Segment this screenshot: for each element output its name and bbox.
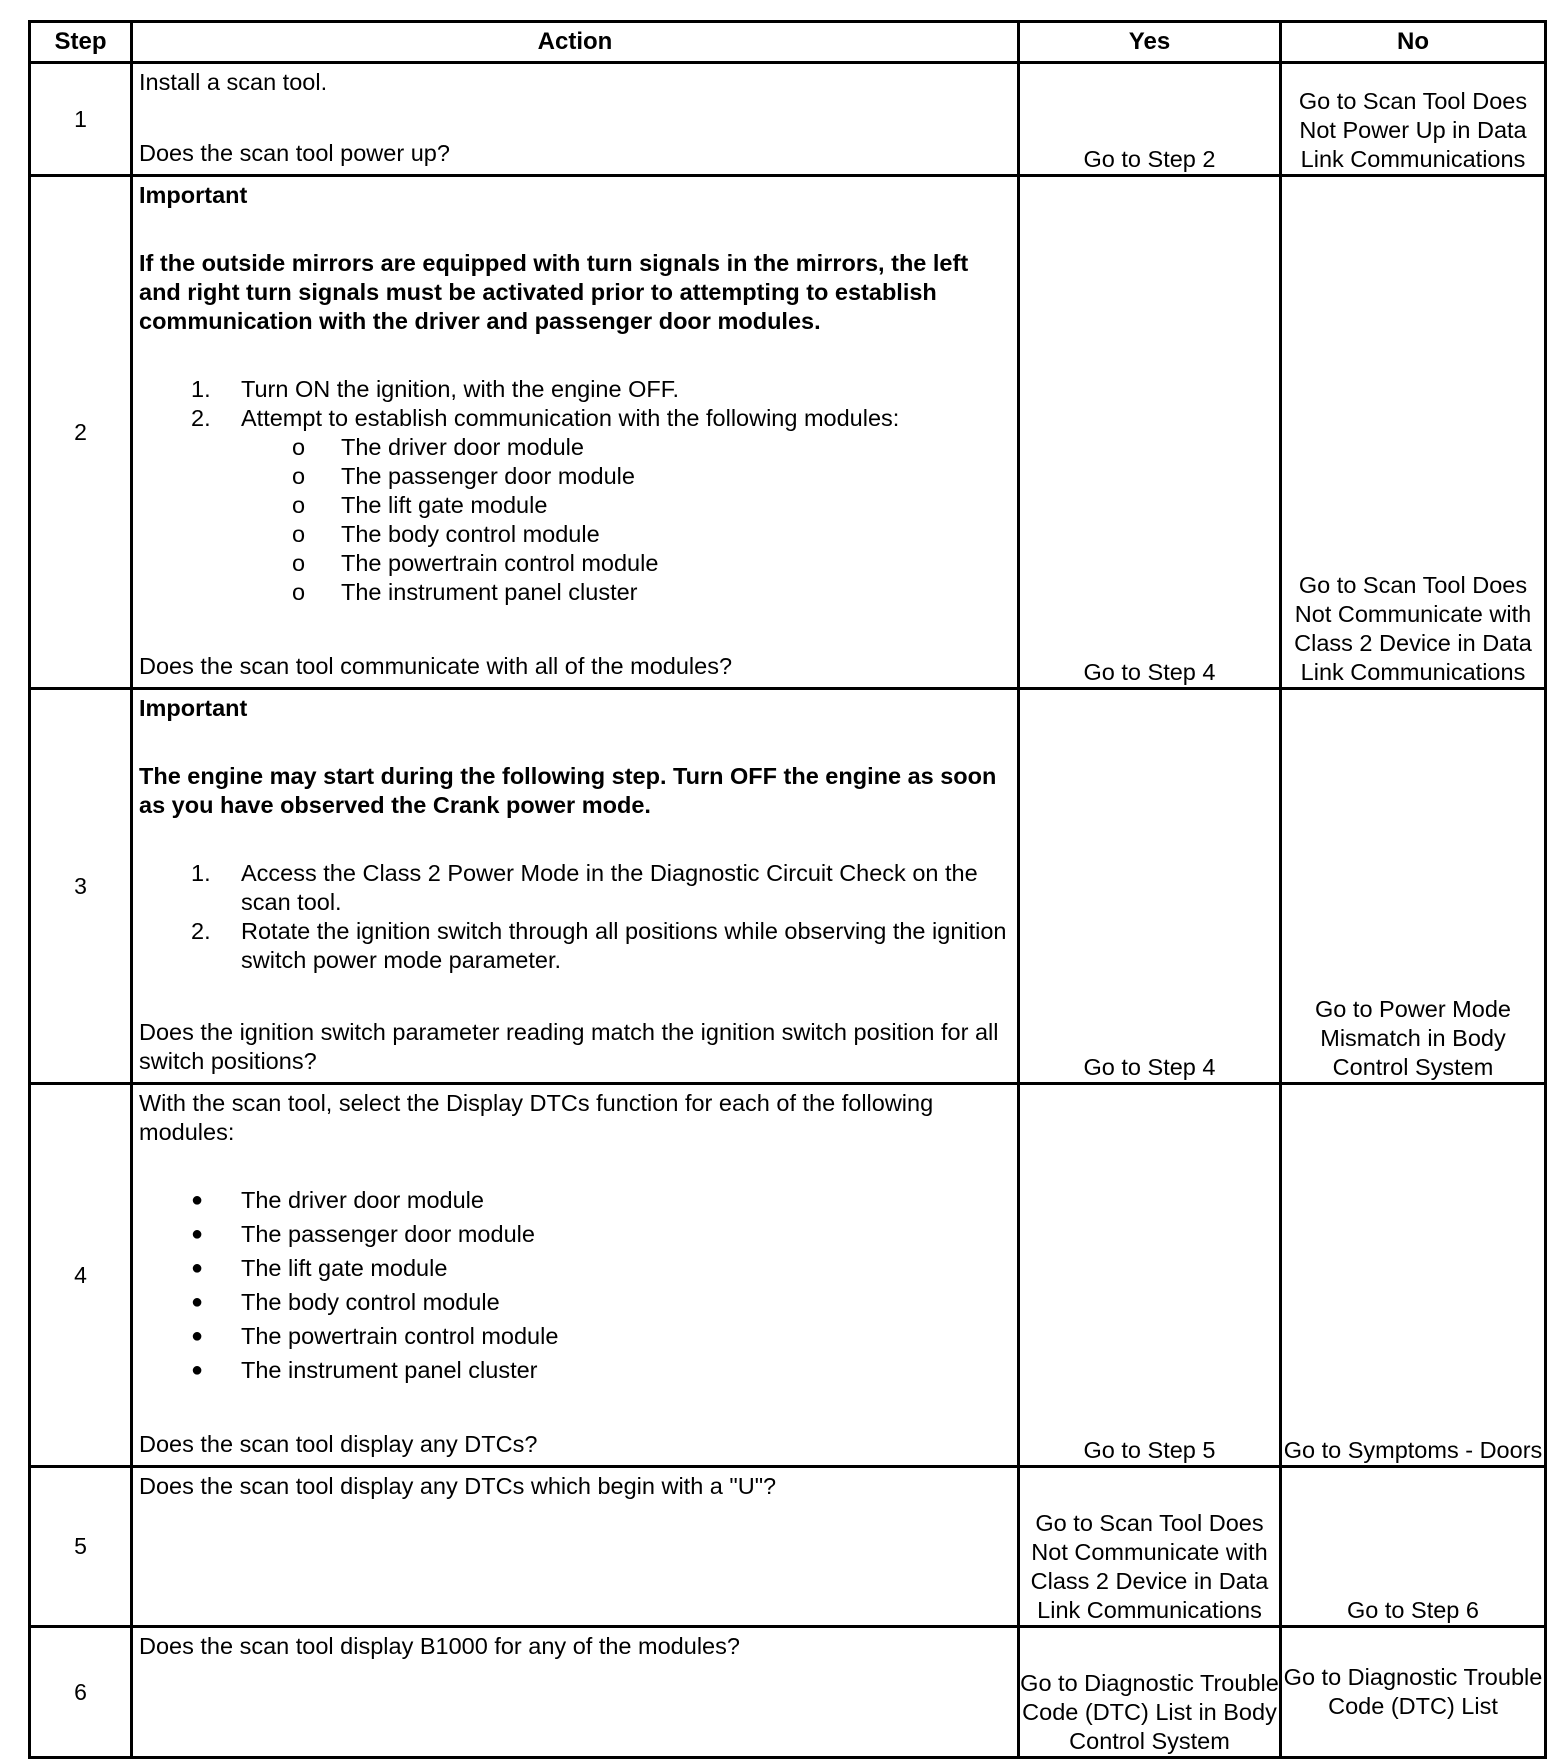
yes-result: Go to Scan Tool Does Not Communicate with Class 2 Device in Data Link Communications <box>1019 1467 1281 1627</box>
no-result: Go to Diagnostic Trouble Code (DTC) List <box>1281 1627 1546 1758</box>
action-cell <box>132 1084 1019 1467</box>
list-item: ● The instrument panel cluster <box>191 1357 538 1383</box>
module-list <box>139 1183 1009 1387</box>
table-row-step-5 <box>30 1467 1546 1627</box>
step-number: 4 <box>30 1084 132 1467</box>
action-question: Does the scan tool display B1000 for any of the modules? <box>139 1633 740 1659</box>
step-number: 6 <box>30 1627 132 1758</box>
action-question: Does the scan tool display any DTCs which begin with a "U"? <box>139 1473 777 1499</box>
list-item: o The instrument panel cluster <box>292 579 638 605</box>
module-sublist <box>139 433 1009 607</box>
action-intro: With the scan tool, select the Display DTCs function for each of the following modules: <box>139 1090 934 1145</box>
list-item: o The powertrain control module <box>292 550 659 576</box>
action-question: Does the scan tool communicate with all of the modules? <box>139 653 733 679</box>
table-row-step-2 <box>30 176 1546 689</box>
numbered-steps <box>139 859 1009 975</box>
yes-result: Go to Diagnostic Trouble Code (DTC) List in Body Control System <box>1019 1627 1281 1758</box>
action-cell <box>132 1627 1019 1758</box>
action-cell <box>132 689 1019 1084</box>
step-number: 2 <box>30 176 132 689</box>
header-no: No <box>1281 22 1546 63</box>
important-text: The engine may start during the following step. Turn OFF the engine as soon as you have observed the Crank power mode. <box>139 763 997 818</box>
action-question: Does the scan tool display any DTCs? <box>139 1431 538 1457</box>
diagnostic-table <box>28 20 1547 1759</box>
header-action: Action <box>132 22 1019 63</box>
important-text: If the outside mirrors are equipped with turn signals in the mirrors, the left and right turn signals must be activated prior to attempting to establish communication with the driver and passenger door modules. <box>139 250 969 334</box>
list-item: 1. Access the Class 2 Power Mode in the Diagnostic Circuit Check on the scan tool. <box>191 860 978 915</box>
action-question: Does the scan tool power up? <box>139 140 450 166</box>
header-row <box>30 22 1546 63</box>
no-result: Go to Scan Tool Does Not Communicate with Class 2 Device in Data Link Communications <box>1281 176 1546 689</box>
important-label: Important <box>139 695 248 721</box>
step-number: 1 <box>30 63 132 176</box>
list-item: o The lift gate module <box>292 492 548 518</box>
action-cell <box>132 1467 1019 1627</box>
action-intro: Install a scan tool. <box>139 69 328 95</box>
no-result: Go to Power Mode Mismatch in Body Control System <box>1281 689 1546 1084</box>
yes-result: Go to Step 5 <box>1019 1084 1281 1467</box>
action-cell <box>132 63 1019 176</box>
list-item: ● The lift gate module <box>191 1255 448 1281</box>
header-yes: Yes <box>1019 22 1281 63</box>
step-number: 3 <box>30 689 132 1084</box>
table-row-step-4 <box>30 1084 1546 1467</box>
important-label: Important <box>139 182 248 208</box>
no-result: Go to Scan Tool Does Not Power Up in Data Link Communications <box>1281 63 1546 176</box>
list-item: o The passenger door module <box>292 463 635 489</box>
list-item: ● The powertrain control module <box>191 1323 559 1349</box>
yes-result: Go to Step 4 <box>1019 176 1281 689</box>
list-item: 2. Attempt to establish communication with the following modules: <box>191 405 900 431</box>
table-row-step-1 <box>30 63 1546 176</box>
list-item: o The body control module <box>292 521 600 547</box>
list-item: 1. Turn ON the ignition, with the engine OFF. <box>191 376 680 402</box>
yes-result: Go to Step 4 <box>1019 689 1281 1084</box>
list-item: ● The body control module <box>191 1289 500 1315</box>
table-row-step-3 <box>30 689 1546 1084</box>
step-number: 5 <box>30 1467 132 1627</box>
list-item: 2. Rotate the ignition switch through all positions while observing the ignition switch power mode parameter. <box>191 918 1007 973</box>
table-row-step-6 <box>30 1627 1546 1758</box>
list-item: ● The driver door module <box>191 1187 484 1213</box>
numbered-steps <box>139 375 1009 433</box>
action-question: Does the ignition switch parameter reading match the ignition switch position for all switch positions? <box>139 1019 999 1074</box>
yes-result: Go to Step 2 <box>1019 63 1281 176</box>
no-result: Go to Step 6 <box>1281 1467 1546 1627</box>
no-result: Go to Symptoms - Doors <box>1281 1084 1546 1467</box>
header-step: Step <box>30 22 132 63</box>
action-cell <box>132 176 1019 689</box>
list-item: o The driver door module <box>292 434 584 460</box>
list-item: ● The passenger door module <box>191 1221 535 1247</box>
